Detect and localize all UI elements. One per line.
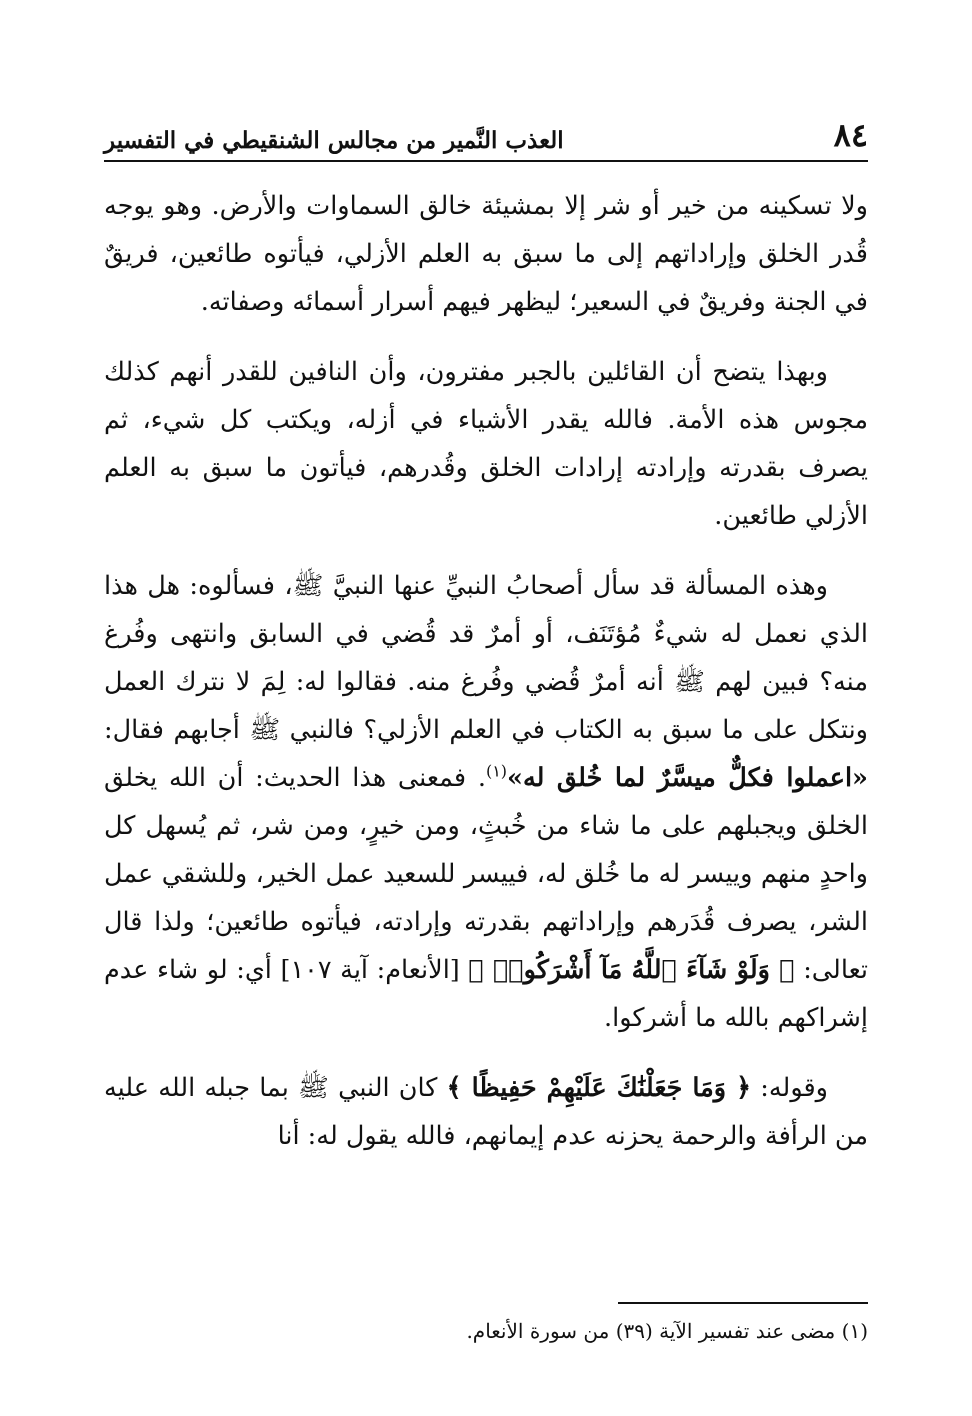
paragraph-text: [الأنعام: آية ١٠٧] أي: لو شاء عدم إشراكهم بالله ما أشركوا. xyxy=(104,955,868,1033)
paragraph-2 xyxy=(104,348,868,540)
paragraph-4 xyxy=(104,1064,868,1160)
page-header xyxy=(104,108,868,162)
quran-verse: ﴿ وَمَا جَعَلْنَٰكَ عَلَيْهِمْ حَفِيظًا ﴾ xyxy=(446,1073,752,1103)
paragraph-text: ولا تسكينه من خير أو شر إلا بمشيئة خالق السماوات والأرض. وهو يوجه قُدر الخلق وإراداتهم إلى ما سبق به العلم الأزلي، فيأتوه طائعين، فريقٌ في الجنة وفريقٌ في السعير؛ ليظهر فيهم أسرار أسمائه وصفاته. xyxy=(104,191,868,317)
running-title: العذب النَّمير من مجالس الشنقيطي في التفسير xyxy=(104,127,564,154)
paragraph-text: . فمعنى هذا الحديث: أن الله يخلق الخلق ويجبلهم على ما شاء من خُبثٍ، ومن خيرٍ، ومن شر، ثم يُسهل كل واحدٍ منهم وييسر له ما خُلق له، فييسر للسعيد عمل الخير، وللشقي عمل الشر، يصرف قُدَرهم وإراداتهم بقدرته وإرادته، فيأتوه طائعين؛ ولذا قال تعالى: xyxy=(104,763,868,985)
paragraph-text: وقوله: xyxy=(751,1073,828,1103)
quran-verse: ﴿ وَلَوْ شَآءَ ٱللَّهُ مَآ أَشْرَكُوا۟ ﴾ xyxy=(468,955,795,985)
paragraph-text: وبهذا يتضح أن القائلين بالجبر مفترون، وأن النافين للقدر أنهم كذلك مجوس هذه الأمة. فالله يقدر الأشياء في أزله، ويكتب كل شيء، ثم يصرف بقدرته وإرادته إرادات الخلق وقُدرهم، فيأتون ما سبق به العلم الأزلي طائعين. xyxy=(104,357,868,531)
paragraph-3 xyxy=(104,562,868,1042)
main-text xyxy=(104,182,868,1182)
hadith-quote: «اعملوا فكلٌّ ميسَّرٌ لما خُلق له» xyxy=(507,763,868,793)
footnote-divider xyxy=(618,1302,868,1304)
paragraph-1 xyxy=(104,182,868,326)
page-number: ٨٤ xyxy=(833,116,868,154)
footnote-reference[interactable]: (١) xyxy=(485,761,508,781)
paragraph-text: كان النبي ﷺ بما جبله الله عليه من الرأفة والرحمة يحزنه عدم إيمانهم، فالله يقول له: أنا xyxy=(104,1073,868,1151)
paragraph-text: وهذه المسألة قد سأل أصحابُ النبيِّ عنها النبيَّ ﷺ، فسألوه: هل هذا الذي نعمل له شيءٌ مُؤتَنَف، أو أمرٌ قد قُضي في السابق وانتهى وفُرغ منه؟ فبين لهم ﷺ أنه أمرٌ قُضي وفُرغ منه. فقالوا له: لِمَ لا نترك العمل ونتكل على ما سبق به الكتاب في العلم الأزلي؟ فالنبي ﷺ أجابهم فقال: xyxy=(104,571,868,745)
footnote: (١) مضى عند تفسير الآية (٣٩) من سورة الأنعام. xyxy=(466,1319,868,1343)
